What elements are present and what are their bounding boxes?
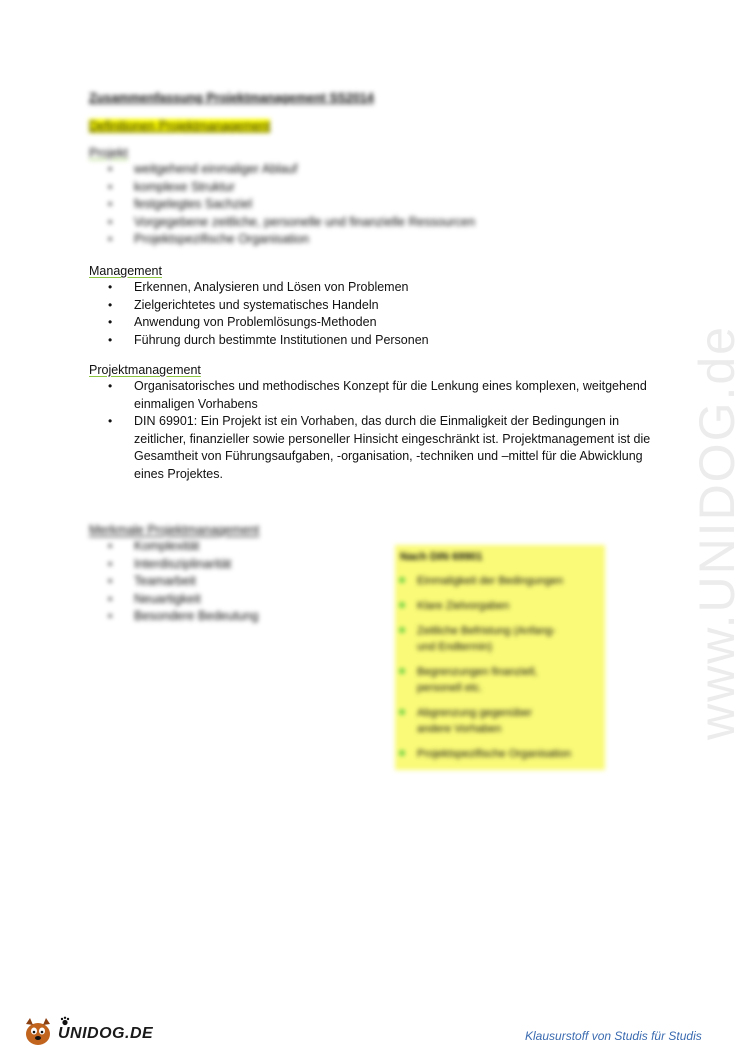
box-item: ■ Klare Zielvorgaben	[395, 598, 605, 614]
watermark-text: www.UNIDOG.de	[689, 325, 745, 740]
list-item: • Vorgegebene zeitliche, personelle und finanzielle Ressourcen	[134, 214, 475, 232]
din-info-box	[395, 545, 605, 770]
list-item: • Führung durch bestimmte Institutionen und Personen	[134, 332, 429, 350]
list-item: • Interdisziplinarität	[134, 556, 259, 574]
list-item: • weitgehend einmaliger Ablauf	[134, 161, 475, 179]
list-item: • Besondere Bedeutung	[134, 608, 259, 626]
list-item: • Projektspezifische Organisation	[134, 231, 475, 249]
list-item: • DIN 69901: Ein Projekt ist ein Vorhaben, das durch die Einmaligkeit der Bedingungen in zeitlicher, finanzieller sowie personeller Hinsicht eingeschränkt ist. Projektmanagement ist die Gesamtheit von Führungsaufgaben, -organisation, -techniken und –mittel für die Abwicklung eines Projektes.	[134, 413, 664, 483]
section-heading: Projektmanagement	[89, 363, 201, 377]
section-projekt	[89, 146, 475, 249]
list-item: • Komplexität	[134, 538, 259, 556]
logo-text: UNIDOG.DE	[58, 1025, 154, 1042]
box-title: Nach DIN 69901	[400, 551, 483, 563]
box-item: ■ Abgrenzung gegenüber andere Vorhaben	[395, 705, 557, 737]
highlight-heading: Definitionen Projektmanagement	[89, 119, 271, 133]
unidog-logo[interactable]	[22, 1014, 152, 1050]
list-item: • komplexe Struktur	[134, 179, 475, 197]
list-item: • Organisatorisches und methodisches Konzept für die Lenkung eines komplexen, weitgehend einmaligen Vorhabens	[134, 378, 664, 413]
box-item: ■ Begrenzungen finanziell, personell etc.	[395, 664, 557, 696]
list-item: • Teamarbeit	[134, 573, 259, 591]
document-title: Zusammenfassung Projektmanagement SS2014	[89, 91, 374, 105]
box-item: ■ Einmaligkeit der Bedingungen	[395, 573, 605, 589]
section-management	[89, 264, 429, 349]
list-item: • Zielgerichtetes und systematisches Handeln	[134, 297, 429, 315]
box-item: ■ Projektspezifische Organisation	[395, 746, 605, 762]
section-heading: Projekt	[89, 146, 128, 160]
section-projektmanagement	[89, 363, 664, 483]
section-heading: Merkmale Projektmanagement	[89, 523, 260, 537]
section-merkmale	[89, 523, 259, 626]
dog-mascot-icon	[22, 1014, 62, 1050]
list-item: • Neuartigkeit	[134, 591, 259, 609]
footer-tagline: Klausurstoff von Studis für Studis	[525, 1029, 702, 1043]
box-item: ■ Zeitliche Befristung (Anfang- und Endtermin)	[395, 623, 567, 655]
section-heading: Management	[89, 264, 162, 278]
list-item: • Anwendung von Problemlösungs-Methoden	[134, 314, 429, 332]
list-item: • festgelegtes Sachziel	[134, 196, 475, 214]
list-item: • Erkennen, Analysieren und Lösen von Problemen	[134, 279, 429, 297]
